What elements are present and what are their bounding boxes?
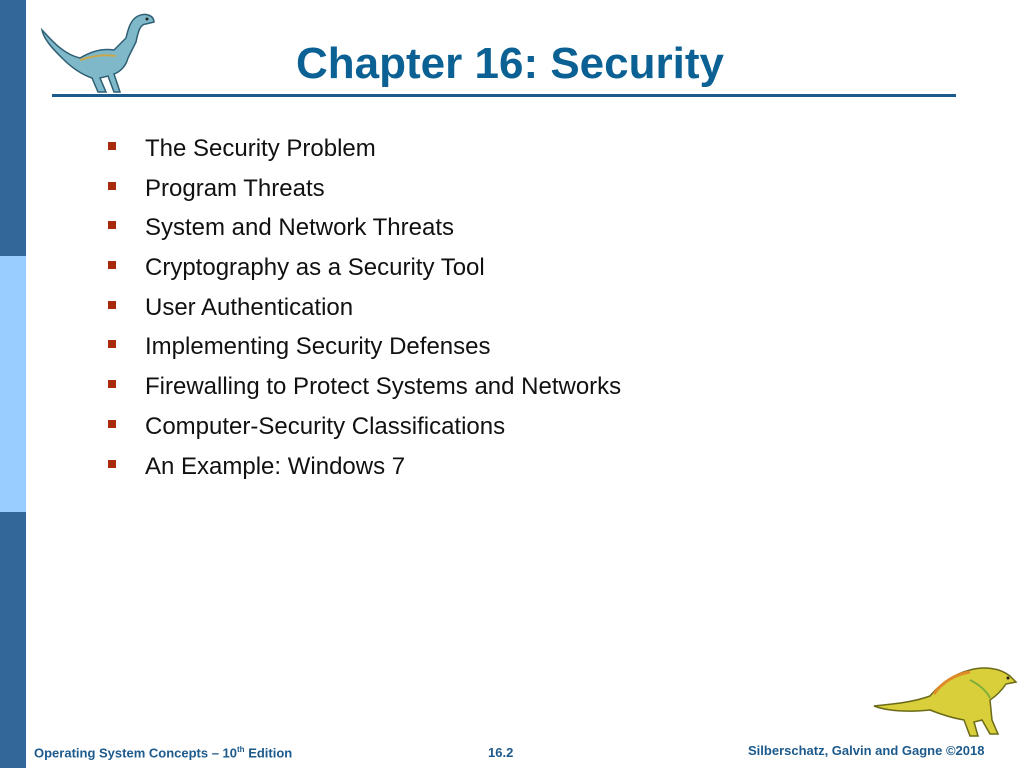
slide-title: Chapter 16: Security — [296, 39, 724, 88]
bullet-marker-icon — [108, 301, 116, 309]
list-item-text: Cryptography as a Security Tool — [145, 254, 485, 282]
bullet-marker-icon — [108, 380, 116, 388]
list-item-text: User Authentication — [145, 293, 354, 321]
dinosaur-icon — [36, 8, 158, 96]
bullet-marker-icon — [108, 420, 116, 428]
footer-book-suffix: Edition — [244, 745, 293, 761]
footer-book-title — [34, 745, 292, 760]
list-item-text: Program Threats — [145, 174, 325, 202]
list-item — [104, 173, 621, 213]
title-underline — [52, 94, 956, 97]
sidebar-stripe — [0, 0, 26, 768]
sidebar-segment-top — [0, 0, 26, 256]
bullet-marker-icon — [108, 261, 116, 269]
list-item-text: Firewalling to Protect Systems and Networks — [145, 373, 622, 401]
sidebar-segment-bottom — [0, 512, 26, 768]
list-item-text: An Example: Windows 7 — [145, 452, 406, 480]
list-item — [104, 331, 621, 371]
sidebar-segment-middle — [0, 256, 26, 512]
list-item — [104, 292, 621, 332]
list-item-text: Implementing Security Defenses — [145, 333, 491, 361]
list-item — [104, 411, 621, 451]
list-item-text: Computer-Security Classifications — [145, 412, 506, 440]
dinosaur-icon — [870, 660, 1018, 740]
bullet-marker-icon — [108, 182, 116, 190]
list-item — [104, 212, 621, 252]
footer-book-sup: th — [237, 745, 245, 754]
slide-number: 16.2 — [488, 745, 514, 760]
bullet-marker-icon — [108, 340, 116, 348]
list-item-text: System and Network Threats — [145, 214, 455, 242]
bullet-list — [104, 133, 621, 490]
bullet-marker-icon — [108, 460, 116, 468]
list-item — [104, 252, 621, 292]
footer-book-prefix: Operating System Concepts – 10 — [34, 745, 238, 761]
bullet-marker-icon — [108, 221, 116, 229]
footer-copyright: Silberschatz, Galvin and Gagne ©2018 — [748, 743, 985, 758]
list-item-text: The Security Problem — [145, 135, 376, 162]
list-item — [104, 371, 621, 411]
list-item — [104, 451, 621, 491]
list-item — [104, 133, 621, 173]
bullet-marker-icon — [108, 142, 116, 150]
